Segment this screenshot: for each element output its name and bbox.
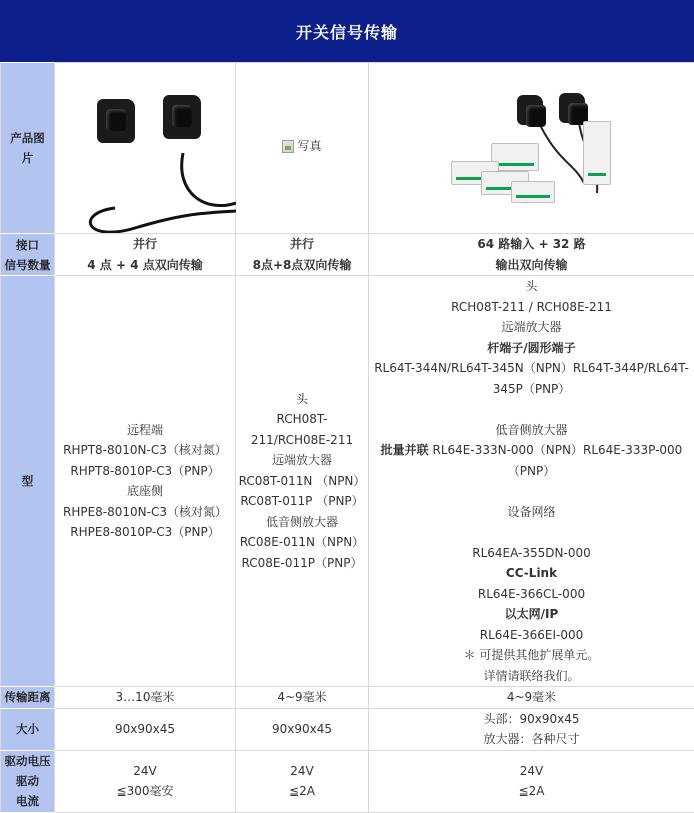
model-cell-1: 远程端 RHPT8-8010N-C3（核对氮） RHPT8-8010P-C3（PNP） 底座侧 RHPE8-8010N-C3（核对氮） RHPE8-8010P-C3（PNP） bbox=[55, 276, 236, 687]
row-header-size: 大小 bbox=[1, 708, 55, 750]
size-cell-3: 头部：90x90x45 放大器：各种尺寸 bbox=[369, 708, 694, 750]
interface-cell-2: 并行 8点+8点双向传输 bbox=[236, 234, 369, 276]
model-cell-2: 头 RCH08T- 211/RCH08E-211 远端放大器 RC08T-011N （NPN） RC08T-011P （PNP） 低音侧放大器 RC08E-011N（NPN） RC08E-011P（PNP） bbox=[236, 276, 369, 687]
distance-cell-2: 4~9毫米 bbox=[236, 687, 369, 709]
size-cell-2: 90x90x45 bbox=[236, 708, 369, 750]
page-title: 开关信号传输 bbox=[0, 0, 694, 62]
spec-table bbox=[0, 62, 694, 813]
broken-image-icon bbox=[282, 136, 321, 157]
row-header-distance: 传输距离 bbox=[1, 687, 55, 709]
power-cell-1: 24V ≦300毫安 bbox=[55, 750, 236, 812]
distance-cell-1: 3…10毫米 bbox=[55, 687, 236, 709]
power-cell-3: 24V ≦2A bbox=[369, 750, 694, 812]
distance-cell-3: 4~9毫米 bbox=[369, 687, 694, 709]
row-header-image: 产品图 片 bbox=[1, 63, 55, 234]
size-cell-1: 90x90x45 bbox=[55, 708, 236, 750]
image-alt-text: 写真 bbox=[297, 136, 321, 157]
power-cell-2: 24V ≦2A bbox=[236, 750, 369, 812]
row-header-model: 型 bbox=[1, 276, 55, 687]
product-image-1 bbox=[55, 63, 236, 234]
interface-cell-1: 并行 4 点 + 4 点双向传输 bbox=[55, 234, 236, 276]
product-image-3 bbox=[369, 63, 694, 234]
model-cell-3: 头 RCH08T-211 / RCH08E-211 远端放大器 杆端子/圆形端子 RL64T-344N/RL64T-345N（NPN）RL64T-344P/RL64T- 345P（PNP） 低音侧放大器 批量并联 RL64E-333N-000（NPN）RL64E-333P-000 （PNP） 设备网络 RL64EA-355DN-000 CC-Link RL64E-366CL-000 以太网/IP RL64E-366EI-000 ＊ 可提供其他扩展单元。 详情请联络我们。 bbox=[369, 276, 694, 687]
row-header-interface: 接口 信号数量 bbox=[1, 234, 55, 276]
product-image-2 bbox=[236, 63, 369, 234]
row-header-power: 驱动电压 驱动 电流 bbox=[1, 750, 55, 812]
interface-cell-3: 64 路输入 + 32 路 输出双向传输 bbox=[369, 234, 694, 276]
